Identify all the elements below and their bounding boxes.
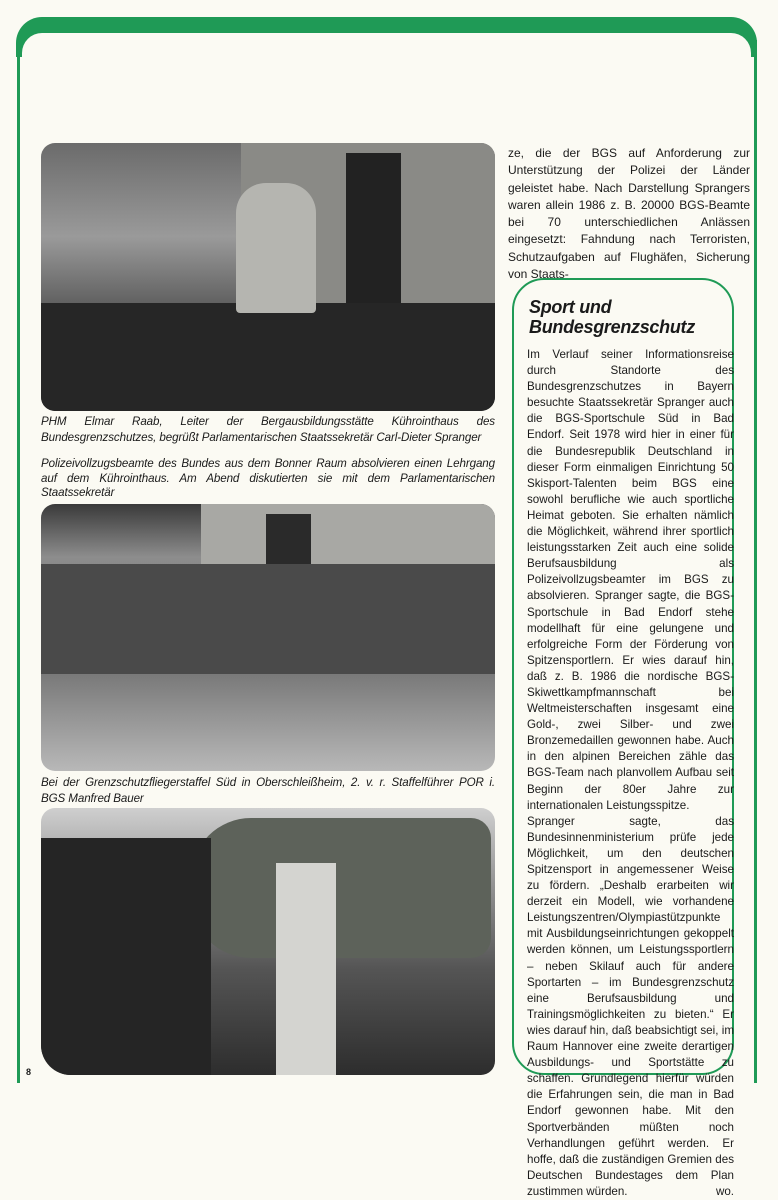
photo-caption: Bei der Grenzschutzfliegerstaffel Süd in Oberschleißheim, 2. v. r. Staffelführer POR i. BGS Manfred Bauer [41, 776, 495, 805]
photo-group-outdoor-tables [41, 504, 495, 771]
paragraph: Im Verlauf seiner Informationsreise durch Standorte des Bundesgrenzschutzes in Bayern besuchte Staatssekretär Spranger auch die BGS-Sportschule Süd in Bad Endorf. Seit 1978 wird hier in einer für die Bundesrepublik Deutschland in dieser Form einmaligen Einrichtung 50 Skisport-Talenten beim BGS eine sowohl berufliche wie auch sportliche Heimat geboten. Sie erhalten nämlich die Möglichkeit, während ihrer sportlich leistungsstarken Zeit auch eine solide Berufsausbildung als Polizeivollzugsbeamter im BGS zu absolvieren. Spranger sagte, die BGS-Sportschule in Bad Endorf stehe modellhaft für eine gelungene und erfolgreiche Form der Förderung von Spitzensportlern. Er wies darauf hin, daß z. B. 1986 die nordische BGS-Skiwettkampfmannschaft bei Weltmeisterschaften insgesamt eine Gold-, zwei Silber- und zwei Bronzemedaillen gewonnen habe. Auch in den alpinen Bereichen zähle das BGS-Team nach planvollem Aufbau seit Beginn der 80er Jahre zur internationalen Leistungsspitze. [527, 348, 734, 812]
green-frame-left [17, 40, 20, 1083]
article-column-text: ze, die der BGS auf Anforderung zur Unterstützung der Polizei der Länder geleistet habe. Nach Darstellung Sprangers waren allein 1986 z. B. 20000 BGS-Beamte bei 70 unterschiedlichen Anlässen eingesetzt: Fahndung nach Terroristen, Schutzaufgaben auf Flughäfen, Sicherung von Staats- [508, 146, 750, 282]
title-line: Bundesgrenzschutz [529, 317, 695, 337]
green-frame-right [754, 40, 757, 1083]
author-signature: wo. [715, 1184, 734, 1198]
title-line: Sport und [529, 297, 612, 317]
sidebar-box-text [527, 347, 734, 1200]
photo-meeting-terrace [41, 143, 495, 411]
paragraph [527, 814, 734, 1200]
sidebar-box-title [529, 297, 695, 337]
photo-helicopter-visit [41, 808, 495, 1075]
photo-caption: PHM Elmar Raab, Leiter der Bergausbildungsstätte Kührointhaus des Bundesgrenzschutzes, begrüßt Parlamentarischen Staatssekretär Carl-Dieter Spranger [41, 415, 495, 444]
photo-caption: Polizeivollzugsbeamte des Bundes aus dem Bonner Raum absolvieren einen Lehrgang auf dem Kührointhaus. Am Abend diskutierten sie mit dem Parlamentarischen Staatssekretär [41, 457, 495, 499]
page-number: 8 [26, 1067, 32, 1077]
paragraph-text: Spranger sagte, das Bundesinnenministerium prüfe jede Möglichkeit, um den deutschen Spitzensport in angemessener Weise zu fördern. „Deshalb erarbeiten wir derzeit ein Modell, wie vorhandene Leistungszentren/Olympiastützpunkte mit Ausbildungseinrichtungen gekoppelt werden können, um Leistungssportlern – neben Skilauf auch für andere Sportarten – im Bundesgrenzschutz eine Berufsausbildung und Trainingsmöglichkeiten zu bieten.“ Er wies darauf hin, daß beabsichtigt sei, im Raum Hannover eine zweite derartigen Ausbildungs- und Sportstätte zu schaffen. Grundlegend hierfür würden die Erfahrungen sein, die man in Bad Endorf gewonnen habe. Mit den Sportverbänden müßten noch Verhandlungen geführt werden. Er hoffe, daß die zuständigen Gremien des Deutschen Bundestages dem Plan zustimmen würden. [527, 814, 734, 1198]
